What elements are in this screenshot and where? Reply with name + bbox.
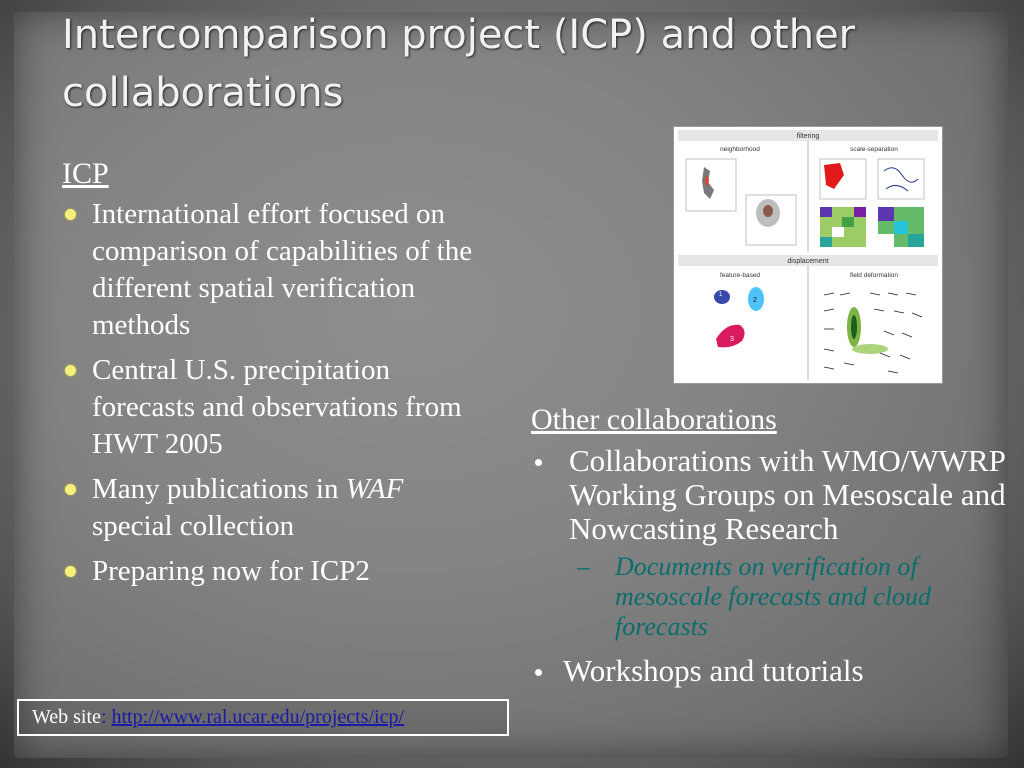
scale-grid-1 — [820, 207, 866, 247]
feature-number: 2 — [753, 297, 757, 304]
target-field — [852, 344, 888, 354]
filtering-label: filtering — [796, 133, 820, 140]
sub-bullet-text: Documents on verification of mesoscale forecasts and cloud forecasts — [615, 552, 932, 641]
feature-based-label: feature-based — [719, 272, 761, 279]
deformed-field-core — [851, 315, 857, 339]
bullet-text-italic: WAF — [345, 473, 404, 505]
bullet-text: Central U.S. precipitation forecasts and observations from HWT 2005 — [92, 354, 462, 460]
bullet-text: Collaborations with WMO/WWRP Working Groups on Mesoscale and Nowcasting Research — [569, 443, 1006, 546]
bullet-dot-icon — [65, 365, 76, 376]
list-item — [531, 444, 1021, 546]
icp-bullet-list — [62, 196, 482, 590]
bullet-dot-icon — [65, 209, 76, 220]
website-box — [17, 699, 509, 736]
other-collaborations-heading: Other collaborations — [531, 403, 777, 436]
bullet-text-post: special collection — [92, 510, 295, 542]
field-deformation-label: field deformation — [849, 272, 899, 279]
list-item — [62, 196, 482, 344]
slide-title: Intercomparison project (ICP) and other collaborations — [62, 12, 856, 116]
list-item — [531, 654, 1021, 688]
scale-grid-2 — [878, 207, 924, 247]
website-link-slash[interactable]: / — [398, 706, 405, 728]
right-column — [531, 402, 1021, 694]
bullet-text: International effort focused on comparison of capabilities of the different spatial verification methods — [92, 198, 473, 341]
bullet-text: Preparing now for ICP2 — [92, 555, 370, 587]
website-colon: : — [100, 706, 107, 728]
icp-heading: ICP — [62, 157, 109, 190]
bullet-text-pre: Many publications in — [92, 473, 339, 505]
verification-methods-figure — [673, 126, 943, 384]
feature-number: 1 — [719, 292, 723, 298]
deformation-vectors — [824, 293, 922, 373]
scale-panel-2 — [878, 159, 924, 199]
bullet-dot-icon — [65, 484, 76, 495]
neighborhood-panel-1 — [686, 159, 736, 211]
smoothed-core — [763, 205, 773, 217]
website-link[interactable]: http://www.ral.ucar.edu/projects/icp — [111, 706, 399, 728]
list-item — [62, 553, 482, 590]
sub-list-item — [531, 552, 1021, 642]
left-column — [62, 156, 482, 598]
dash-icon: – — [577, 552, 590, 581]
methods-diagram — [674, 127, 942, 383]
scale-separation-label: scale-separation — [850, 146, 898, 153]
bullet-dot-icon — [535, 459, 542, 466]
bullet-dot-icon — [535, 669, 542, 676]
website-label: Web site — [32, 706, 101, 728]
neighborhood-label: neighborhood — [720, 146, 760, 153]
list-item — [62, 471, 482, 545]
list-item — [62, 352, 482, 463]
displacement-label: displacement — [787, 258, 829, 265]
feature-number: 3 — [730, 336, 734, 343]
bullet-dot-icon — [65, 566, 76, 577]
bullet-text: Workshops and tutorials — [563, 653, 864, 688]
